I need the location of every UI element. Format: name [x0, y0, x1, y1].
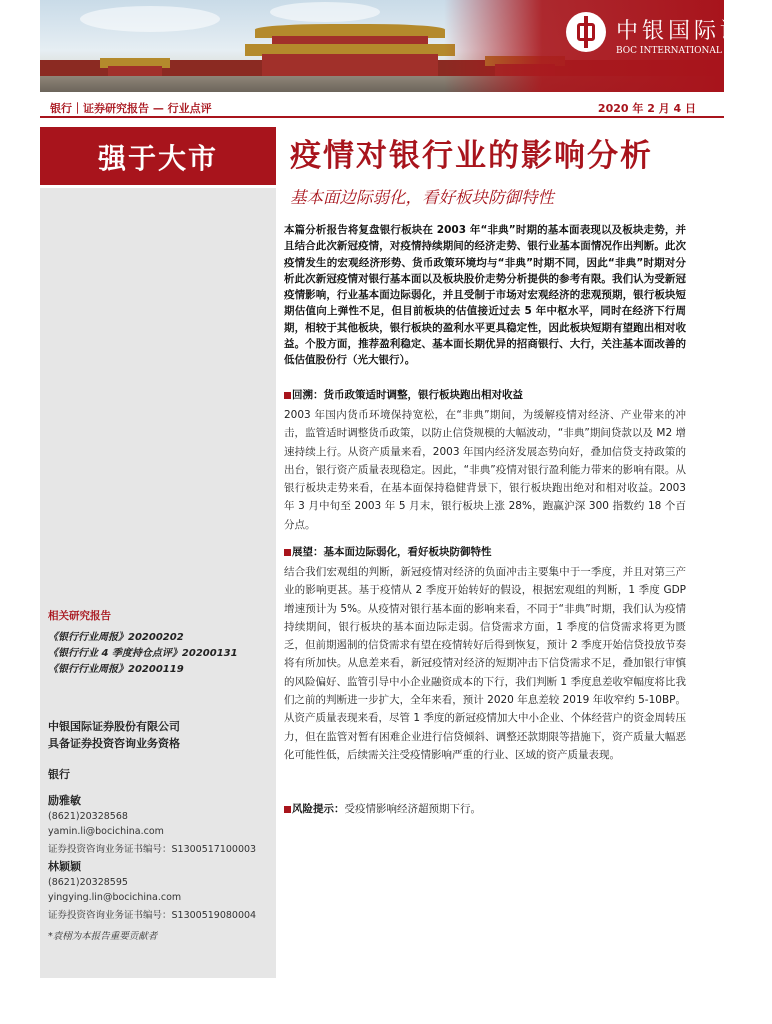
- analyst-name: 林颖颖: [48, 860, 81, 873]
- related-report-item[interactable]: 《银行行业周报》20200119: [48, 664, 184, 675]
- analyst-cert: 证券投资咨询业务证书编号：S1300519080004: [48, 910, 257, 921]
- analyst-cert: 证券投资咨询业务证书编号：S1300517100003: [48, 844, 257, 855]
- analyst-phone: (8621)20328568: [48, 811, 128, 822]
- banner-hall-main: [262, 54, 438, 78]
- rating-label: 强于大市: [97, 142, 218, 175]
- section-heading: 回溯：货币政策适时调整，银行板块跑出相对收益: [292, 389, 523, 401]
- banner-cloud: [80, 6, 220, 32]
- analyst-email[interactable]: yingying.lin@bocichina.com: [48, 892, 182, 903]
- analyst-email[interactable]: yamin.li@bocichina.com: [48, 826, 164, 837]
- report-title: 疫情对银行业的影响分析: [290, 138, 653, 174]
- header-divider: [40, 116, 724, 118]
- report-date: 2020 年 2 月 4 日: [597, 102, 696, 115]
- banner-cloud: [270, 2, 380, 22]
- related-report-item[interactable]: 《银行行业周报》20200202: [48, 632, 184, 643]
- section-body: 结合我们宏观组的判断，新冠疫情对经济的负面冲击主要集中于一季度，并且对第三产业的影响更甚。基于疫情从 2 季度开始转好的假设，根据宏观组的判断，1 季度 GDP 增速预计为 5%。从疫情对银行基本面的影响来看，不同于“非典”时期，我们认为疫情持续期间，银行板块的基本面边际走弱。信贷需求方面，1 季度的信贷需求将更为匮乏，但前期遏制的信贷需求有望在疫情转好后得到恢复，预计 2 季度开始信贷投放节奏将有所加快。从息差来看，新冠疫情对经济的短期冲击下信贷需求不足，叠加银行审慎的风险偏好、监管引导中小企业融资成本的下行，我们判断 1 季度息差收窄幅度将比我们之前的判断进一步扩大，全年来看，预计 2020 年息差较 2019 年收窄约 5-10BP。从资产质量表现来看，尽管 1 季度的新冠疫情加大中小企业、个体经营户的资金周转压力，但在监管对暂有困难企业进行信贷倾斜、调整还款期限等措施下，资产质量大幅恶化可能性低，后续需关注受疫情影响严重的行业、区域的资产质量表现。: [284, 566, 686, 761]
- sidebar: [40, 188, 276, 978]
- related-report-item[interactable]: 《银行行业 4 季度持仓点评》20200131: [48, 648, 238, 659]
- report-subheader: [40, 98, 724, 116]
- breadcrumb: 银行｜证券研究报告 — 行业点评: [50, 102, 212, 115]
- boc-logo-icon: [566, 12, 606, 52]
- bullet-icon: [284, 806, 291, 813]
- brand-name-cn: 中银国际证券: [616, 19, 772, 44]
- risk-warning: [292, 801, 481, 816]
- related-reports-title: 相关研究报告: [48, 610, 111, 622]
- analyst-phone: (8621)20328595: [48, 877, 128, 888]
- analyst-name: 励雅敏: [48, 794, 81, 807]
- brand-name-en: BOC INTERNATIONAL (CHINA): [616, 46, 765, 56]
- risk-label: 风险提示：: [292, 803, 345, 815]
- company-qualification: 具备证券投资咨询业务资格: [48, 737, 180, 750]
- rating-box: [40, 127, 276, 185]
- contributor-note: *袁栩为本报告重要贡献者: [48, 931, 158, 942]
- company-name: 中银国际证券股份有限公司: [48, 720, 180, 733]
- section-body: 2003 年国内货币环境保持宽松，在“非典”期间，为缓解疫情对经济、产业带来的冲击，监管适时调整货币政策，以防止信贷规模的大幅波动，“非典”期间贷款以及 M2 增速持续上行。从资产质量来看，2003 年国内经济发展态势向好，叠加信贷支持政策的出台，银行资产质量表现稳定。因此，“非典”疫情对银行盈利能力带来的影响有限。从银行板块走势来看，在基本面保持稳健背景下，银行板块跑出绝对和相对收益。2003 年 3 月中旬至 2003 年 5 月末，银行板块上涨 28%，跑赢沪深 300 指数约 18 个百分点。: [284, 409, 686, 531]
- header-banner: [40, 0, 772, 92]
- bullet-icon: [284, 392, 291, 399]
- brand-logo-area: [444, 0, 772, 92]
- report-subtitle: 基本面边际弱化，看好板块防御特性: [290, 188, 554, 207]
- section-heading: 展望：基本面边际弱化，看好板块防御特性: [292, 546, 492, 558]
- sector-label: 银行: [48, 768, 70, 781]
- abstract-paragraph: 本篇分析报告将复盘银行板块在 2003 年“非典”时期的基本面表现以及板块走势，并且结合此次新冠疫情，对疫情持续期间的经济走势、银行业基本面情况作出判断。此次疫情发生的宏观经济形势、货币政策环境均与“非典”时期不同，因此“非典”时期对分析此次新冠疫情对银行基本面以及板块股价走势分析提供的参考有限。我们认为受新冠疫情影响，行业基本面边际弱化，并且受制于市场对宏观经济的悲观预期，银行板块短期估值向上弹性不足，但目前板块的估值接近过去 5 年中枢水平，同时在经济下行周期，相较于其他板块，银行板块的盈利水平更具稳定性，因此板块短期有望跑出相对收益。个股方面，推荐盈利稳定、基本面长期优异的招商银行、大行，关注基本面改善的低估值股份行（光大银行）。: [284, 224, 686, 367]
- risk-text: 受疫情影响经济超预期下行。: [344, 803, 481, 815]
- bullet-icon: [284, 549, 291, 556]
